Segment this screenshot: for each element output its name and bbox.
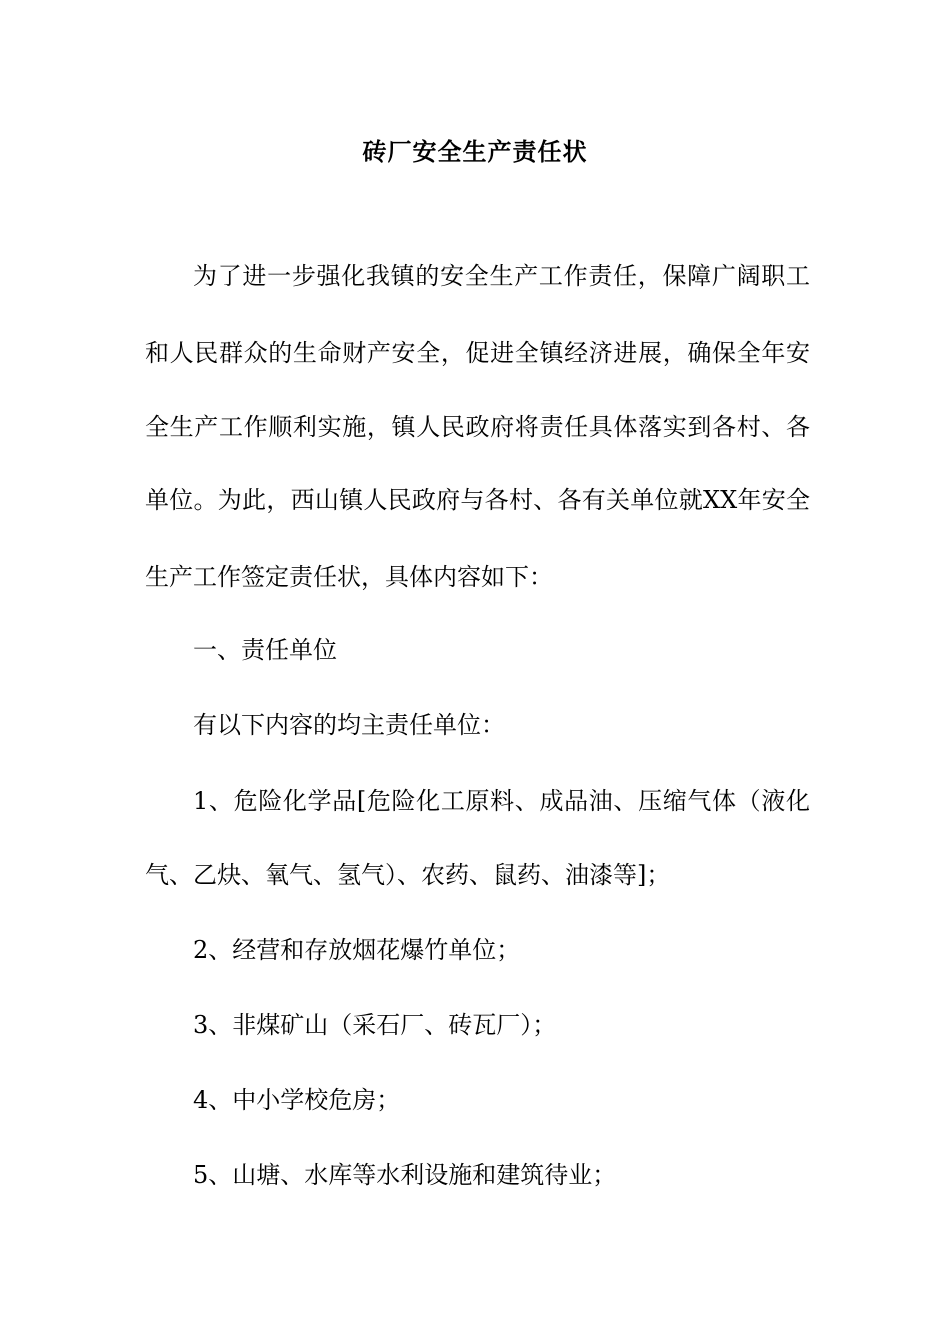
paragraph-line: 为了进一步强化我镇的安全生产工作责任，保障广阔职工 [193,262,810,290]
section-intro: 有以下内容的均主责任单位： [193,711,505,739]
document-title: 砖厂安全生产责任状 [362,137,588,166]
list-item: 1、危险化学品[危险化工原料、成品油、压缩气体（液化 [193,787,810,815]
list-item-continuation: 气、乙炔、氧气、氢气）、农药、鼠药、油漆等]； [145,861,671,889]
paragraph-line: 全生产工作顺利实施，镇人民政府将责任具体落实到各村、各 [145,413,810,441]
list-item: 2、经营和存放烟花爆竹单位； [193,936,521,964]
section-heading: 一、责任单位 [193,636,337,664]
list-item: 4、中小学校危房； [193,1086,401,1114]
paragraph-line: 和人民群众的生命财产安全，促进全镇经济进展，确保全年安 [145,339,810,367]
paragraph-line: 单位。为此，西山镇人民政府与各村、各有关单位就XX年安全 [145,486,810,514]
paragraph-line: 生产工作签定责任状，具体内容如下： [145,563,553,591]
list-item: 5、山塘、水库等水利设施和建筑待业； [193,1161,617,1189]
list-item: 3、非煤矿山（采石厂、砖瓦厂）； [193,1011,557,1039]
